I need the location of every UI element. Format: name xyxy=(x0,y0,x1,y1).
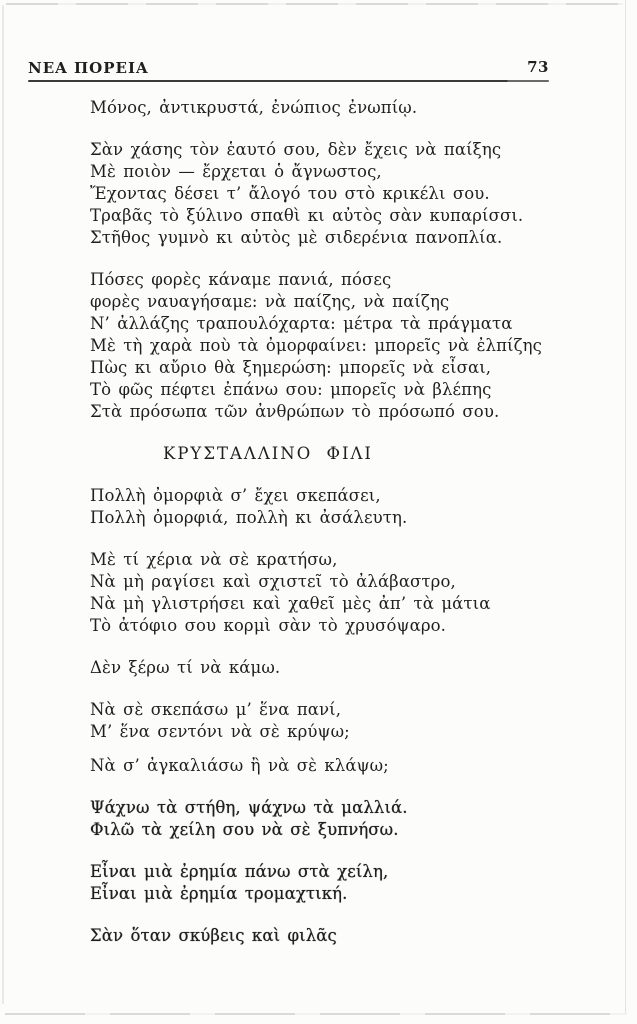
stanza-polli-omorfia xyxy=(90,485,617,529)
stanza-poses-fores xyxy=(90,269,617,423)
stanza-einai-mia-erimia xyxy=(90,861,617,905)
stanza-na-s-agkaliaso xyxy=(90,755,617,777)
poem-line: Εἶναι μιὰ ἐρημία πάνω στὰ χείλη, xyxy=(90,862,389,881)
poem-line: Τραβᾶς τὸ ξύλινο σπαθὶ κι αὐτὸς σὰν κυπαρίσσι. xyxy=(90,206,524,225)
poem-line: Νὰ μὴ ραγίσει καὶ σχιστεῖ τὸ ἀλάβαστρο, xyxy=(90,572,456,591)
poem-title: ΚΡΥΣΤΑΛΛΙΝΟ ΦΙΛΙ xyxy=(163,444,373,463)
stanza-san-otan xyxy=(90,925,617,947)
poem-line: Μὲ ποιὸν — ἔρχεται ὁ ἄγνωστος, xyxy=(90,162,382,181)
poem-line: Πόσες φορὲς κάναμε πανιά, πόσες xyxy=(90,270,392,289)
poem-line: Μὲ τὴ χαρὰ ποὺ τὰ ὀμορφαίνει: μπορεῖς νὰ ἐλπίζης xyxy=(90,336,542,355)
page-number: 73 xyxy=(527,58,549,76)
poem-line: Σὰν χάσης τὸν ἑαυτό σου, δὲν ἔχεις νὰ παίξης xyxy=(90,140,502,159)
poem-line: Σὰν ὅταν σκύβεις καὶ φιλᾶς xyxy=(90,926,337,945)
stanza-san-chasis xyxy=(90,139,617,249)
poem-line: Νὰ σὲ σκεπάσω μ’ ἕνα πανί, xyxy=(90,700,342,719)
poem-line: Τὸ ἀτόφιο σου κορμὶ σὰν τὸ χρυσόψαρο. xyxy=(90,616,447,635)
page-edge-top xyxy=(6,3,623,5)
page-edge-left xyxy=(2,5,4,1004)
poem-line: Πολλὴ ὀμορφιὰ σ’ ἔχει σκεπάσει, xyxy=(90,486,381,505)
stanza-psachno xyxy=(90,797,617,841)
poem-line: Μ’ ἕνα σεντόνι νὰ σὲ κρύψω; xyxy=(90,722,350,741)
stanza-den-xero xyxy=(90,657,617,679)
poem-line: Ἔχοντας δέσει τ’ ἄλογό του στὸ κρικέλι σου. xyxy=(90,184,490,203)
poem-line: φορὲς ναυαγήσαμε: νὰ παίζης, νὰ παίζης xyxy=(90,292,450,311)
poem-line: Μὲ τί χέρια νὰ σὲ κρατήσω, xyxy=(90,550,338,569)
poem-line: Πολλὴ ὀμορφιά, πολλὴ κι ἀσάλευτη. xyxy=(90,508,408,527)
poem-line: Εἶναι μιὰ ἐρημία τρομαχτική. xyxy=(90,884,348,903)
poem-body xyxy=(90,97,617,967)
poem-line: Φιλῶ τὰ χείλη σου νὰ σὲ ξυπνήσω. xyxy=(90,820,399,839)
page-edge-right xyxy=(625,0,627,1014)
header-rule xyxy=(28,80,549,82)
stanza-mono xyxy=(90,97,617,119)
poem-line: Νὰ μὴ γλιστρήσει καὶ χαθεῖ μὲς ἀπ’ τὰ μάτια xyxy=(90,594,491,613)
poem-line: Δὲν ξέρω τί νὰ κάμω. xyxy=(90,658,281,677)
poem-line: Νὰ σ’ ἀγκαλιάσω ἢ νὰ σὲ κλάψω; xyxy=(90,756,389,775)
stanza-na-se-skepaso xyxy=(90,699,617,743)
poem-line: Τὸ φῶς πέφτει ἐπάνω σου: μπορεῖς νὰ βλέπης xyxy=(90,380,492,399)
poem-line: Μόνος, ἀντικρυστά, ἐνώπιος ἐνωπίῳ. xyxy=(90,98,418,117)
poem-line: Στῆθος γυμνὸ κι αὐτὸς μὲ σιδερένια πανοπλία. xyxy=(90,228,503,247)
stanza-me-ti-cheria xyxy=(90,549,617,637)
journal-title: ΝΕΑ ΠΟΡΕΙΑ xyxy=(28,59,149,77)
poem-line: Ν’ ἀλλάζης τραπουλόχαρτα: μέτρα τὰ πράγματα xyxy=(90,314,513,333)
poem-line: Ψάχνω τὰ στήθη, ψάχνω τὰ μαλλιά. xyxy=(90,798,408,817)
page-edge-bottom xyxy=(5,1013,627,1015)
poem-line: Στὰ πρόσωπα τῶν ἀνθρώπων τὸ πρόσωπό σου. xyxy=(90,402,500,421)
poem-line: Πὼς κι αὔριο θὰ ξημερώση: μπορεῖς νὰ εἶσαι, xyxy=(90,358,492,377)
